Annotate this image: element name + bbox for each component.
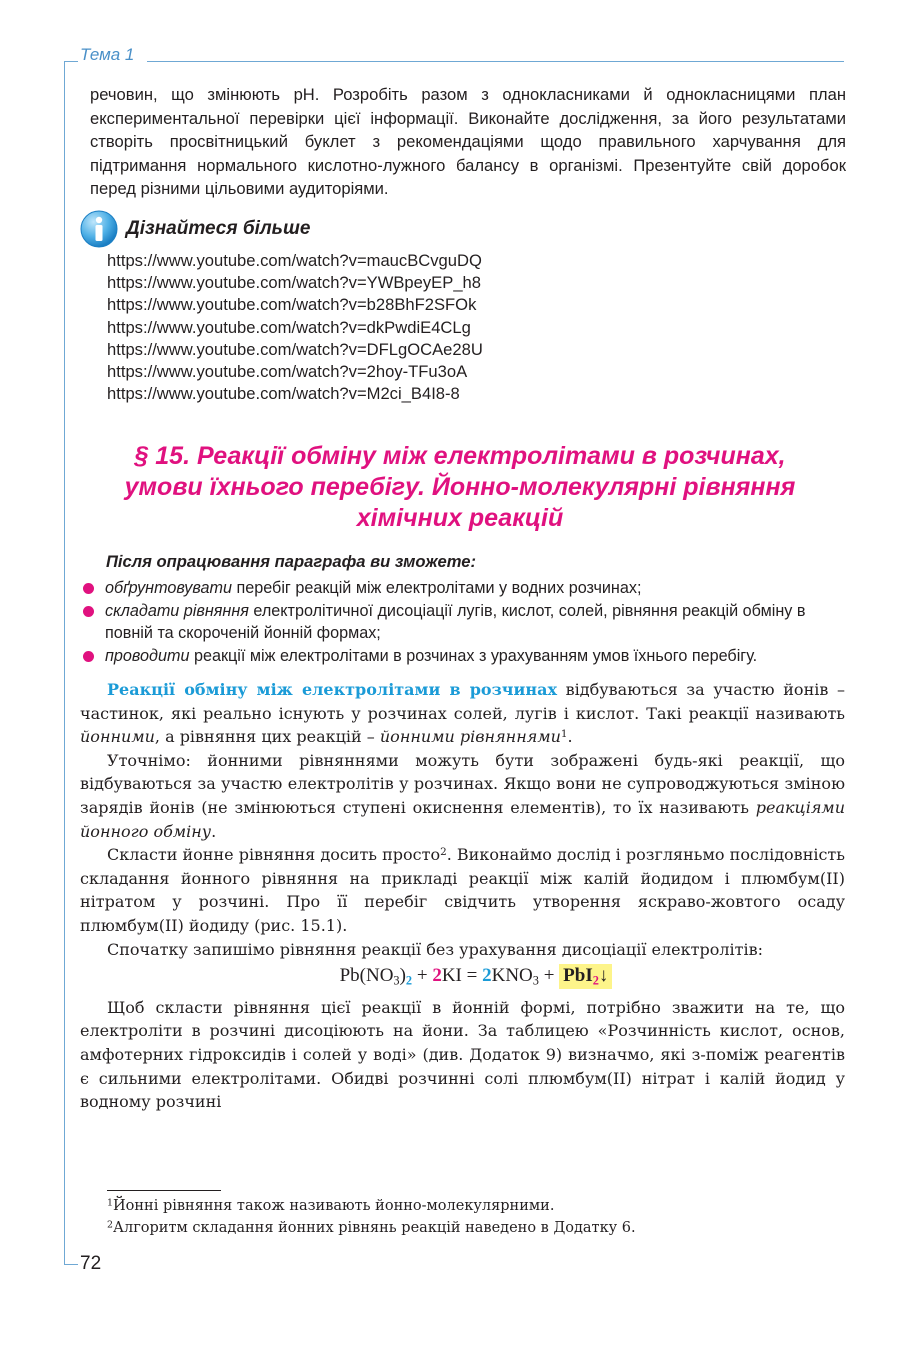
link-list [107,250,483,405]
footnote-text: Алгоритм складання йонних рівнянь реакцій наведено в Додатку 6. [113,1220,636,1236]
link-item[interactable]: https://www.youtube.com/watch?v=maucBCvguDQ [107,251,482,270]
objective-verb: складати рівняння [105,601,249,620]
link-item[interactable]: https://www.youtube.com/watch?v=M2ci_B4I8-8 [107,384,460,404]
link-item[interactable]: https://www.youtube.com/watch?v=DFLgOCAe28U [107,339,483,359]
body-text [80,678,845,1114]
frame-line [64,61,78,62]
objective-item [82,645,852,668]
objective-item [82,577,852,600]
frame-line [64,1264,78,1265]
footnote-divider [107,1190,221,1191]
footnote [107,1217,636,1239]
formula-part: Pb(NO [339,965,394,987]
section-title-line: § 15. Реакції обміну між електролітами в розчинах, [134,442,786,470]
objective-item [82,600,852,645]
paragraph [80,749,845,843]
bullet-icon [83,583,94,594]
text-run: . [211,821,217,841]
text-run: відбуваються за участю йонів – частинок, які реально існують у розчинах солей, лугів і кислот. Такі реакції називають [80,680,846,723]
operator: + [412,965,433,987]
objective-text: реакції між електролітами в розчинах з урахуванням умов їхнього перебігу. [189,646,758,665]
section-title-line: умови їхнього перебігу. Йонно-молекулярні рівняння [124,473,796,501]
formula-subscript: 3 [393,973,400,988]
precipitate-arrow-icon: ↓ [598,965,609,987]
link-item[interactable]: https://www.youtube.com/watch?v=YWBpeyEP_h8 [107,273,482,293]
link-item[interactable]: https://www.youtube.com/watch?v=dkPwdiE4CLg [107,317,471,337]
operator: = [461,965,483,987]
text-run: . [567,727,573,747]
precipitate-highlight [559,964,612,989]
paragraph [80,678,845,749]
coefficient: 2 [432,965,442,987]
objective-text: перебіг реакцій між електролітами у водних розчинах; [231,579,642,597]
section-title [110,441,810,534]
formula-index: 2 [405,973,413,988]
info-icon [80,210,118,248]
coefficient: 2 [482,965,492,987]
frame-line [64,61,65,1264]
objectives-heading: Після опрацювання параграфа ви зможете: [106,552,477,571]
paragraph [80,843,845,937]
italic-term: йонними рівняннями [379,727,561,747]
footnote-ref: 2 [440,845,447,858]
footnote [107,1195,636,1217]
italic-term: реакціями йонного обміну [80,797,845,841]
paragraph: Спочатку запишімо рівняння реакції без урахування дисоціації електролітів: [107,939,763,959]
footnote-mark: 1 [107,1197,113,1209]
page-number: 72 [80,1253,102,1274]
formula-part: ) [399,965,406,987]
operator: + [538,965,560,987]
formula-part: PbI [563,965,593,987]
italic-term: йонними [80,727,155,747]
section-title-line: хімічних реакцій [356,504,564,532]
footnote-ref: 1 [560,728,568,740]
link-item[interactable]: https://www.youtube.com/watch?v=b28BhF2SFOk [107,295,477,315]
chemical-equation [80,961,845,996]
topic-header: Тема 1 [80,45,135,64]
learn-more-title: Дізнайтеся більше [126,218,311,239]
formula-part: KI [441,965,462,987]
text-run: . Виконаймо дослід і розгляньмо послідовність складання йонного рівняння на прикладі реакції між калій йодидом і плюмбум(II) нітратом у розчині. Про її перебіг свідчить утворення яскраво-жовтого осаду плюмбум(II) йодиду (рис. 15.1). [80,845,845,935]
objective-verb: обґрунтовувати [105,579,232,597]
formula-subscript: 3 [532,973,539,988]
text-run: , а рівняння цих реакцій – [154,727,380,747]
link-item[interactable]: https://www.youtube.com/watch?v=2hoy-TFu3oA [107,362,468,382]
footnote-mark: 2 [107,1219,113,1231]
frame-line [147,61,844,62]
bullet-icon [83,606,94,617]
paragraph: Щоб скласти рівняння цієї реакції в йонній формі, потрібно зважити на те, що електроліти в розчині дисоціюють на йони. За таблицею «Розчинність кислот, основ, амфотерних гідроксидів і солей у воді» (див. Додаток 9) визначмо, які з-поміж реагентів є сильними електролітами. Обидві розчинні солі плюмбум(II) нітрат і калій йодид у водному розчині [80,997,845,1112]
objective-verb: проводити [105,646,190,665]
objectives-list [82,577,852,667]
text-run: Уточнімо: йонними рівняннями можуть бути зображені будь-які реакції, що відбуваються за участю електролітів у розчинах. Якщо вони не супроводжуються зміною зарядів йонів (не змінюються ступені окиснення елементів), то їх називають [80,750,845,817]
formula-index: 2 [592,973,599,988]
intro-paragraph: речовин, що змінюють pH. Розробіть разом з однокласниками й однокласницями план експериментальної перевірки цієї інформації. Виконайте дослідження, за його результатами створіть просвітницький буклет з рекомендаціями щодо правильного харчування для підтримання нормального кислотно-лужного балансу в організмі. Презентуйте свій доробок перед різними цільовими аудиторіями. [90,85,846,198]
objective-text: електролітичної дисоціації лугів, кислот, солей, рівняння реакцій обміну в повній та скороченій йонній формах; [105,601,806,642]
footnote-text: Йонні рівняння також називають йонно-молекулярними. [113,1198,555,1214]
formula-part: KNO [491,965,533,987]
bullet-icon [83,651,94,662]
footnotes [107,1195,636,1239]
key-term: Реакції обміну між електролітами в розчинах [107,680,557,699]
text-run: Скласти йонне рівняння досить просто [107,845,441,865]
